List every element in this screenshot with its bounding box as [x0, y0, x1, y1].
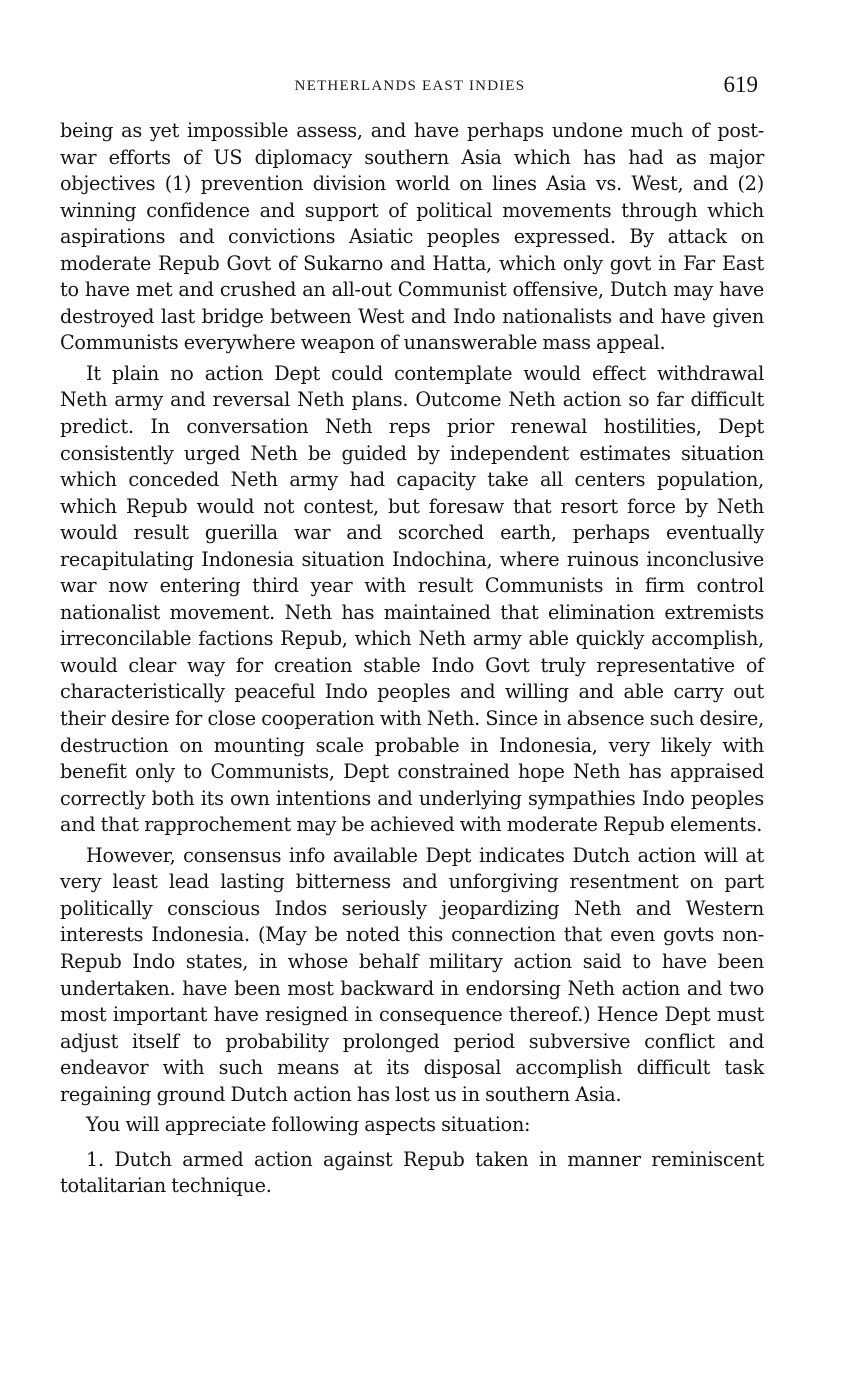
- paragraph-continued: being as yet impossible assess, and have perhaps undone much of post-war efforts of US diplomacy southern Asia which has had as major objectives (1) prevention division world on lines Asia vs. West, and (2) winning confidence and support of political movements through which aspirations and convictions Asiatic peoples expressed. By attack on moderate Repub Govt of Sukarno and Hatta, which only govt in Far East to have met and crushed an all-out Communist offensive, Dutch may have destroyed last bridge between West and Indo nationalists and have given Communists everywhere weapon of unanswerable mass appeal.: [60, 119, 764, 355]
- paragraph-aspects-intro: You will appreciate following aspects situation:: [86, 1113, 531, 1137]
- page-number: 619: [723, 72, 758, 97]
- body-text: [60, 118, 764, 1200]
- paragraph-point-one: 1. Dutch armed action against Repub taken in manner reminiscent totalitarian technique.: [60, 1147, 764, 1198]
- running-header: [60, 72, 760, 102]
- paragraph-consensus: However, consensus info available Dept indicates Dutch action will at very least lead lasting bitterness and unforgiving resentment on part politically conscious Indos seriously jeopardizing Neth and Western interests Indonesia. (May be noted this connection that even govts non-Repub Indo states, in whose behalf military action said to have been undertaken. have been most backward in endorsing Neth action and two most important have resigned in consequence thereof.) Hence Dept must adjust itself to probability prolonged period subversive conflict and endeavor with such means at its disposal accomplish difficult task regaining ground Dutch action has lost us in southern Asia.: [60, 843, 764, 1106]
- paragraph-no-action: It plain no action Dept could contemplate would effect withdrawal Neth army and reversal Neth plans. Outcome Neth action so far difficult predict. In conversation Neth reps prior renewal hostilities, Dept consistently urged Neth be guided by independent estimates situation which conceded Neth army had capacity take all centers population, which Repub would not contest, but foresaw that resort force by Neth would result guerilla war and scorched earth, perhaps eventually recapitulating Indonesia situation Indochina, where ruinous inconclusive war now entering third year with result Communists in firm control nationalist movement. Neth has maintained that elimination extremists irreconcilable factions Repub, which Neth army able quickly accomplish, would clear way for creation stable Indo Govt truly representative of characteristically peaceful Indo peoples and willing and able carry out their desire for close cooperation with Neth. Since in absence such desire, destruction on mounting scale probable in Indonesia, very likely with benefit only to Communists, Dept constrained hope Neth has appraised correctly both its own intentions and underlying sympathies Indo peoples and that rapprochement may be achieved with moderate Repub elements.: [60, 361, 764, 837]
- running-title: NETHERLANDS EAST INDIES: [294, 78, 526, 94]
